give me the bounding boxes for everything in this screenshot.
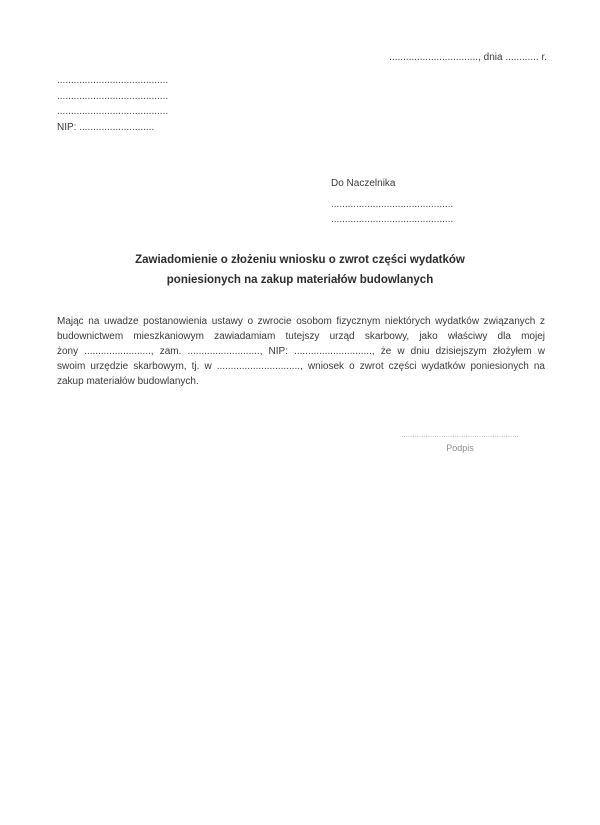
document-title: [0, 250, 600, 290]
signature-label: Podpis: [446, 443, 474, 453]
addressee-blank-line: ............................................: [331, 199, 454, 210]
sender-blank-line: ........................................: [57, 75, 169, 86]
addressee-heading: Do Naczelnika: [331, 178, 396, 189]
body-paragraph: [57, 314, 545, 389]
document-title-line-1: Zawiadomienie o złożeniu wniosku o zwrot części wydatków: [135, 254, 465, 266]
sender-nip-line: NIP: ...........................: [57, 121, 155, 133]
signature-block: [395, 430, 525, 454]
body-paragraph-line: zakup materiałów budowlanych.: [57, 376, 199, 387]
date-line: ................................, dnia ............ r.: [389, 52, 547, 63]
sender-blank-line: ........................................: [57, 106, 169, 117]
sender-block: [57, 73, 168, 135]
body-paragraph-line: budownictwem mieszkaniowym zawiadamiam tutejszy urząd skarbowy, jako właściwy dla mojej: [57, 331, 545, 342]
document-title-line-2: poniesionych na zakup materiałów budowlanych: [166, 274, 434, 286]
body-paragraph-line: żony ........................, zam. .........................., NIP: ............................, że w dniu dzisiejszym złożyłem w: [57, 346, 545, 357]
signature-line: .....................................................: [401, 430, 519, 439]
addressee-block: [331, 176, 453, 227]
sender-blank-line: ........................................: [57, 90, 169, 102]
addressee-blank-line: ............................................: [331, 214, 454, 225]
body-paragraph-line: Mając na uwadze postanowienia ustawy o zwrocie osobom fizycznym niektórych wydatków związanych z: [57, 316, 545, 327]
body-paragraph-line: swoim urzędzie skarbowym, tj. w .............................., wniosek o zwrot części wydatków poniesionych na: [57, 361, 545, 372]
